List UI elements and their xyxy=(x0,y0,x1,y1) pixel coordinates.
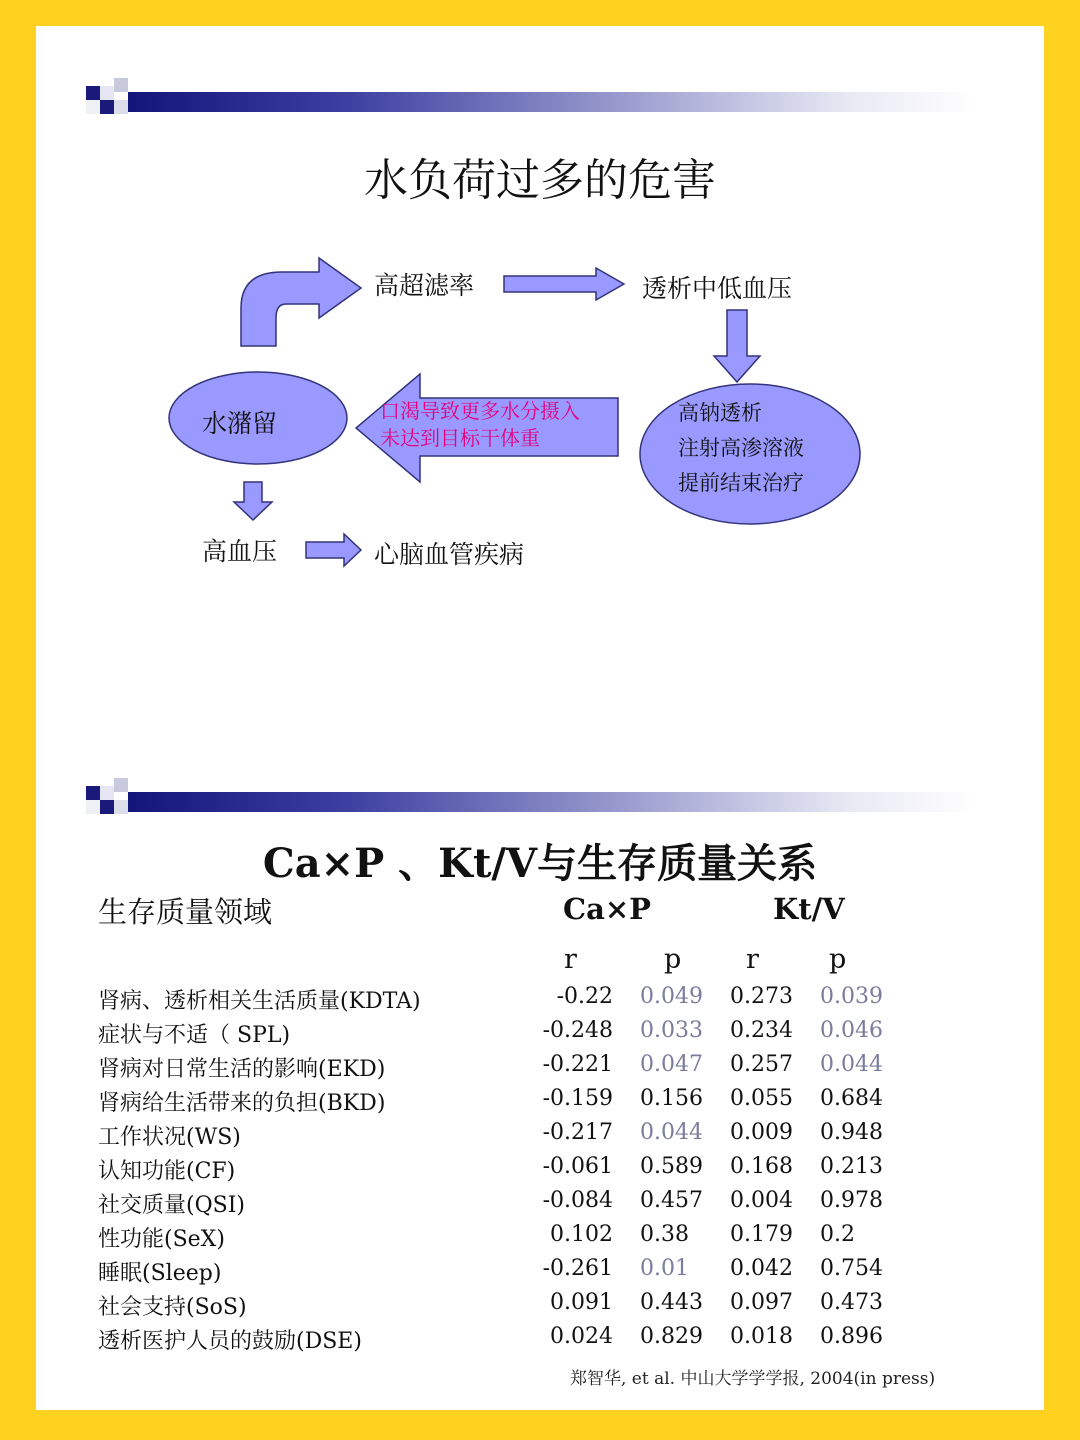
cap-p-value: 0.443 xyxy=(640,1290,703,1315)
citation: 郑智华, et al. 中山大学学学报, 2004(in press) xyxy=(570,1369,936,1389)
cap-r-value: 0.024 xyxy=(550,1324,613,1349)
ktv-r-value: 0.055 xyxy=(730,1086,793,1111)
right-arrow-icon xyxy=(306,534,361,566)
row-domain-name: 社会支持(SoS) xyxy=(98,1295,247,1320)
ellipse-item: 高钠透析 xyxy=(678,401,762,425)
down-arrow-icon xyxy=(714,310,760,382)
cap-r-value: 0.102 xyxy=(550,1222,613,1247)
cap-p-value: 0.457 xyxy=(640,1188,703,1213)
row-domain-name: 症状与不适（ SPL) xyxy=(98,1023,291,1048)
cap-p-value: 0.047 xyxy=(640,1052,703,1077)
table-row xyxy=(98,1086,998,1120)
ktv-p-value: 0.896 xyxy=(820,1324,883,1349)
row-domain-name: 社交质量(QSI) xyxy=(98,1193,245,1218)
ktv-p-value: 0.473 xyxy=(820,1290,883,1315)
table-row xyxy=(98,1290,998,1324)
ktv-p-value: 0.046 xyxy=(820,1018,883,1043)
row-domain-name: 认知功能(CF) xyxy=(98,1159,236,1184)
table-row xyxy=(98,1324,998,1358)
ellipse-item: 提前结束治疗 xyxy=(678,471,804,495)
ktv-r-value: 0.257 xyxy=(730,1052,793,1077)
cap-p-value: 0.01 xyxy=(640,1256,689,1281)
cap-r-value: -0.261 xyxy=(542,1256,613,1281)
slide-header-band xyxy=(76,778,976,828)
cap-r-value: -0.159 xyxy=(542,1086,613,1111)
row-domain-name: 肾病给生活带来的负担(BKD) xyxy=(98,1091,386,1116)
subheader-r: r xyxy=(746,944,759,975)
table-row xyxy=(98,1018,998,1052)
cap-r-value: 0.091 xyxy=(550,1290,613,1315)
cap-r-value: -0.22 xyxy=(556,984,613,1009)
ktv-p-value: 0.684 xyxy=(820,1086,883,1111)
slide-title: Ca×P 、Kt/V与生存质量关系 xyxy=(262,840,818,887)
table-row xyxy=(98,984,998,1018)
column-header-ktv: Kt/V xyxy=(773,892,845,926)
back-arrow-line: 口渴导致更多水分摄入 xyxy=(380,399,580,423)
ktv-r-value: 0.179 xyxy=(730,1222,793,1247)
cap-p-value: 0.033 xyxy=(640,1018,703,1043)
ktv-r-value: 0.273 xyxy=(730,984,793,1009)
cap-p-value: 0.156 xyxy=(640,1086,703,1111)
ktv-p-value: 0.2 xyxy=(820,1222,855,1247)
ktv-p-value: 0.039 xyxy=(820,984,883,1009)
ktv-r-value: 0.018 xyxy=(730,1324,793,1349)
quality-table xyxy=(98,984,998,1358)
subheader-r: r xyxy=(564,944,577,975)
down-arrow-icon xyxy=(234,482,272,520)
node-cvd: 心脑血管疾病 xyxy=(374,540,525,569)
ktv-p-value: 0.213 xyxy=(820,1154,883,1179)
cap-p-value: 0.589 xyxy=(640,1154,703,1179)
table-row xyxy=(98,1120,998,1154)
row-domain-name: 肾病对日常生活的影响(EKD) xyxy=(98,1057,386,1082)
page-paper xyxy=(36,26,1044,1410)
ktv-p-value: 0.044 xyxy=(820,1052,883,1077)
slide-title: 水负荷过多的危害 xyxy=(364,155,716,206)
slide-water-overload xyxy=(36,26,1044,716)
curved-arrow-icon xyxy=(241,258,361,346)
ktv-p-value: 0.754 xyxy=(820,1256,883,1281)
ktv-r-value: 0.042 xyxy=(730,1256,793,1281)
ktv-r-value: 0.009 xyxy=(730,1120,793,1145)
ktv-r-value: 0.168 xyxy=(730,1154,793,1179)
cap-p-value: 0.044 xyxy=(640,1120,703,1145)
flow-diagram-shapes xyxy=(36,26,1044,626)
back-arrow-line: 未达到目标干体重 xyxy=(380,426,540,450)
ktv-r-value: 0.097 xyxy=(730,1290,793,1315)
cap-r-value: -0.084 xyxy=(542,1188,613,1213)
right-arrow-icon xyxy=(504,268,624,300)
table-row xyxy=(98,1154,998,1188)
column-header-domain: 生存质量领域 xyxy=(98,895,273,929)
ktv-p-value: 0.978 xyxy=(820,1188,883,1213)
node-hypertension: 高血压 xyxy=(202,537,278,566)
row-domain-name: 工作状况(WS) xyxy=(98,1125,241,1150)
node-high-uf: 高超滤率 xyxy=(374,271,475,300)
table-row xyxy=(98,1256,998,1290)
row-domain-name: 透析医护人员的鼓励(DSE) xyxy=(98,1329,362,1354)
ktv-r-value: 0.004 xyxy=(730,1188,793,1213)
column-header-cap: Ca×P xyxy=(563,892,651,926)
ktv-r-value: 0.234 xyxy=(730,1018,793,1043)
row-domain-name: 肾病、透析相关生活质量(KDTA) xyxy=(98,989,421,1014)
subheader-p: p xyxy=(829,944,847,975)
cap-p-value: 0.829 xyxy=(640,1324,703,1349)
row-domain-name: 睡眠(Sleep) xyxy=(98,1261,222,1286)
cap-p-value: 0.049 xyxy=(640,984,703,1009)
cap-p-value: 0.38 xyxy=(640,1222,689,1247)
ellipse-item: 注射高渗溶液 xyxy=(678,436,804,460)
table-row xyxy=(98,1222,998,1256)
node-hypotension: 透析中低血压 xyxy=(642,274,793,303)
subheader-p: p xyxy=(664,944,682,975)
node-edema: 水潴留 xyxy=(202,409,278,438)
cap-r-value: -0.061 xyxy=(542,1154,613,1179)
cap-r-value: -0.217 xyxy=(542,1120,613,1145)
cap-r-value: -0.221 xyxy=(542,1052,613,1077)
ktv-p-value: 0.948 xyxy=(820,1120,883,1145)
table-row xyxy=(98,1188,998,1222)
slide-quality-of-life xyxy=(36,726,1044,1410)
cap-r-value: -0.248 xyxy=(542,1018,613,1043)
row-domain-name: 性功能(SeX) xyxy=(98,1227,225,1252)
table-row xyxy=(98,1052,998,1086)
